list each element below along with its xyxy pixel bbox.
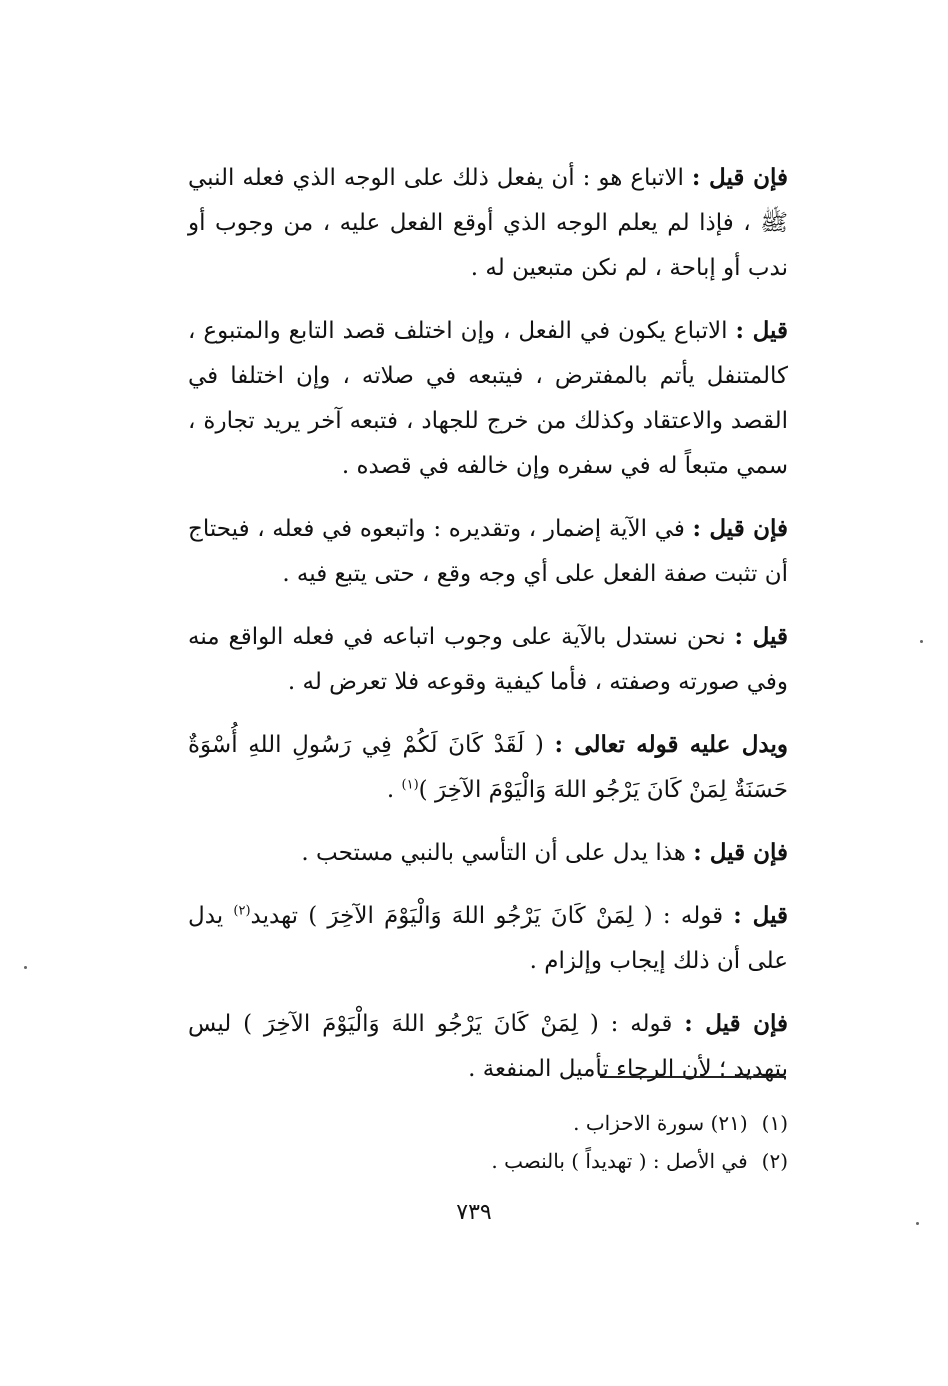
paragraph-4 <box>188 614 788 705</box>
paragraph-text: في الآية إضمار ، وتقديره : واتبعوه في فعله ، فيحتاج أن تثبت صفة الفعل على أي وجه وقع ، حتى يتبع فيه . <box>188 516 788 587</box>
paragraph-text: قوله : ( لِمَنْ كَانَ يَرْجُو اللهَ وَالْيَوْمَ الآخِرَ ) تهديد <box>250 903 734 929</box>
scan-speck <box>916 1222 919 1225</box>
footnote-text: في الأصل : ( تهديداً ) بالنصب . <box>491 1149 748 1173</box>
paragraph-end: يدل على أن ذلك إيجاب وإلزام . <box>188 903 788 974</box>
paragraph-lead: ويدل عليه قوله تعالى : <box>554 731 788 758</box>
paragraph-2 <box>188 308 788 489</box>
footnote-text: (٢١) سورة الاحزاب . <box>573 1111 748 1135</box>
paragraph-lead: قيل : <box>734 623 788 650</box>
paragraph-lead: قيل : <box>735 317 788 344</box>
paragraph-3 <box>188 506 788 597</box>
scan-speck <box>24 966 27 969</box>
footnote-number: (٢) <box>761 1149 788 1173</box>
scan-speck <box>920 640 923 643</box>
footnote-marker: (١) <box>401 777 419 793</box>
paragraph-end: . <box>386 777 402 803</box>
paragraph-1 <box>188 155 788 291</box>
paragraph-lead: فإن قيل : <box>684 1010 788 1037</box>
paragraph-text: قوله : ( لِمَنْ كَانَ يَرْجُو اللهَ وَالْيَوْمَ الآخِرَ ) ليس بتهديد ؛ لأن الرجاء تأميل المنفعة . <box>188 1011 788 1082</box>
main-text <box>188 155 788 1109</box>
paragraph-text: نحن نستدل بالآية على وجوب اتباعه في فعله الواقع منه وفي صورته وصفته ، فأما كيفية وقوعه فلا تعرض له . <box>188 624 788 695</box>
footnote-1 <box>188 1104 788 1142</box>
paragraph-lead: فإن قيل : <box>693 839 788 866</box>
paragraph-8 <box>188 1001 788 1092</box>
paragraph-lead: قيل : <box>733 902 789 929</box>
paragraph-text: الاتباع يكون في الفعل ، وإن اختلف قصد التابع والمتبوع ، كالمتنفل يأتم بالمفترض ، فيتبعه في صلاته ، وإن اختلفا في القصد والاعتقاد وكذلك من خرج للجهاد ، فتبعه آخر يريد تجارة ، سمي متبعاً له في سفره وإن خالفه في قصده . <box>188 318 788 479</box>
page-number: ٧٣٩ <box>456 1200 492 1225</box>
paragraph-6 <box>188 830 788 876</box>
paragraph-text: الاتباع هو : أن يفعل ذلك على الوجه الذي فعله النبي ﷺ ، فإذا لم يعلم الوجه الذي أوقع الفعل عليه ، من وجوب أو ندب أو إباحة ، لم نكن متبعين له . <box>188 165 788 281</box>
quran-verse: ( لَقَدْ كَانَ لَكُمْ فِي رَسُولِ اللهِ أُسْوَةٌ حَسَنَةٌ لِمَنْ كَانَ يَرْجُو اللهَ وَالْيَوْمَ الآخِرَ ) <box>188 732 788 803</box>
footnotes <box>188 1104 788 1180</box>
footnote-marker: (٢) <box>233 903 251 919</box>
footnote-divider <box>600 1076 786 1078</box>
paragraph-5 <box>188 722 788 813</box>
footnote-2 <box>188 1142 788 1180</box>
paragraph-7 <box>188 893 788 984</box>
paragraph-lead: فإن قيل : <box>692 515 788 542</box>
paragraph-lead: فإن قيل : <box>691 164 788 191</box>
paragraph-text: هذا يدل على أن التأسي بالنبي مستحب . <box>301 840 694 866</box>
footnote-number: (١) <box>761 1111 788 1135</box>
